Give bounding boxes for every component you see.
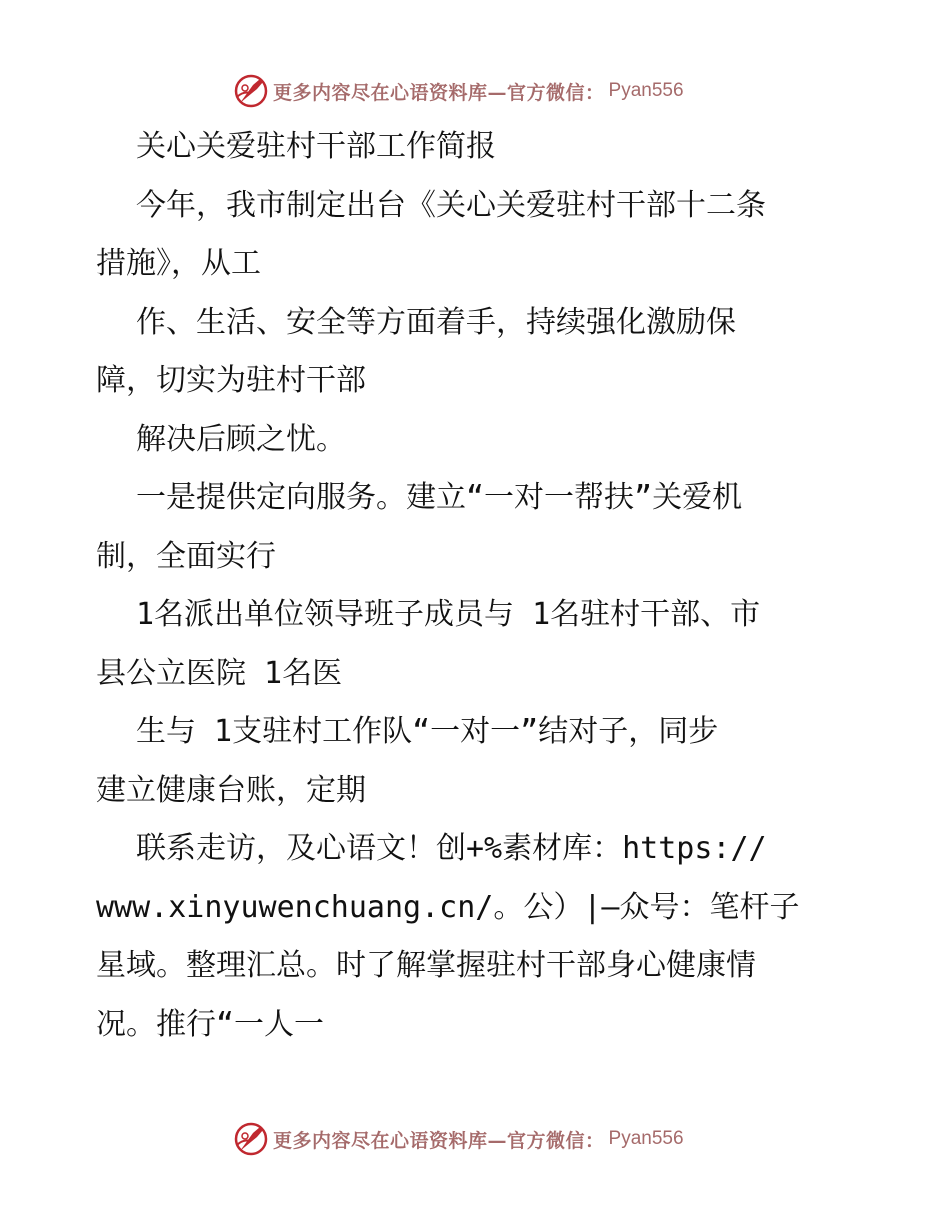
text-line: www.xinyuwenchuang.cn/。公）|—众号：笔杆子 [96, 889, 800, 925]
document-title: 关心关爱驻村干部工作简报 [136, 129, 496, 164]
text-line: 今年，我市制定出台《关心关爱驻村干部十二条 [136, 187, 766, 223]
text-line: 一是提供定向服务。建立“一对一帮扶”关爱机 [136, 480, 743, 515]
text-line: 况。推行“一人一 [96, 1006, 325, 1042]
text-line: 联系走访，及心语文！创+%素材库：https:// [136, 831, 767, 866]
text-line: 1名派出单位领导班子成员与 1名驻村干部、市 [136, 597, 761, 632]
header-banner [233, 72, 733, 110]
footer-banner-id: Pyan556 [608, 1128, 684, 1149]
text-line: 制，全面实行 [96, 538, 276, 574]
pen-nib-logo-icon [233, 1121, 269, 1157]
footer-banner [233, 1120, 733, 1158]
text-line: 建立健康台账，定期 [96, 772, 366, 808]
header-banner-text: 更多内容尽在心语资料库—官方微信： [273, 81, 605, 104]
header-banner-id: Pyan556 [608, 80, 684, 101]
text-line: 作、生活、安全等方面着手，持续强化激励保 [136, 304, 736, 340]
text-line: 生与 1支驻村工作队“一对一”结对子，同步 [136, 714, 719, 749]
footer-banner-text: 更多内容尽在心语资料库—官方微信： [273, 1129, 605, 1152]
document-body [96, 118, 886, 1054]
text-line: 措施》，从工 [96, 246, 261, 281]
text-line: 县公立医院 1名医 [96, 655, 343, 691]
text-line: 障，切实为驻村干部 [96, 363, 366, 398]
pen-nib-logo-icon [233, 73, 269, 109]
text-line: 解决后顾之忧。 [136, 421, 346, 457]
text-line: 星域。整理汇总。时了解掌握驻村干部身心健康情 [96, 948, 756, 983]
